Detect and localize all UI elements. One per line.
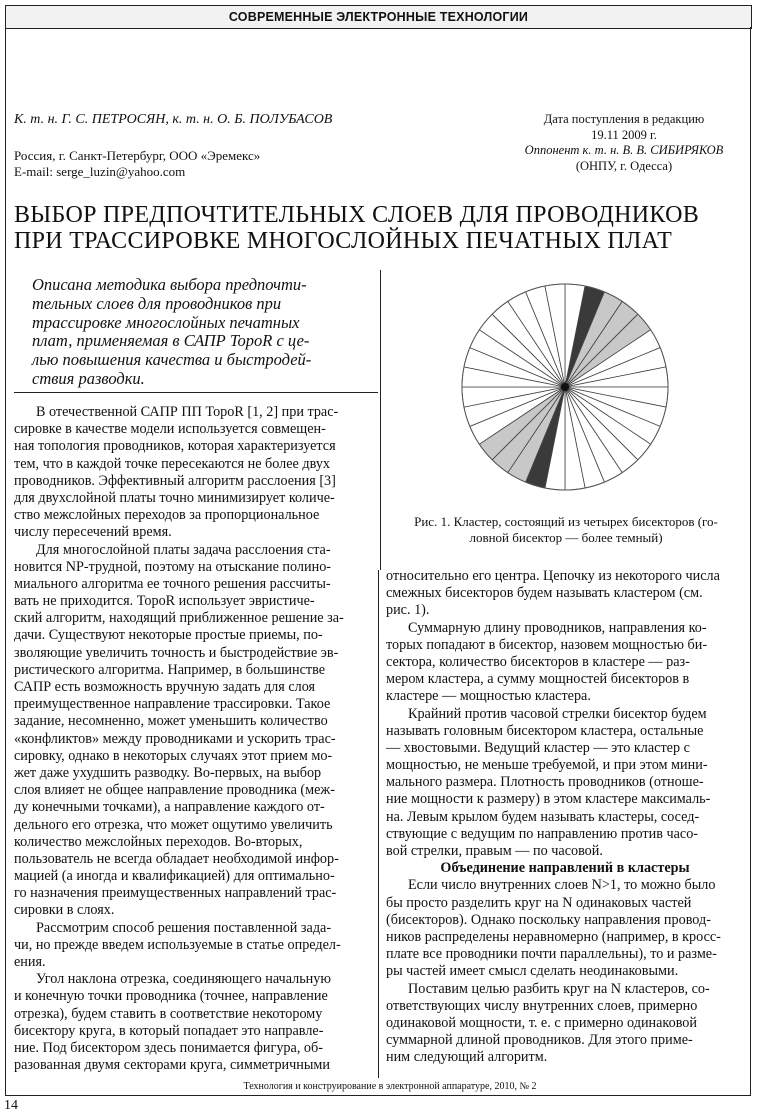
page-frame-right	[750, 27, 751, 1095]
text-line: ние мощности к размеру) в этом кластере максималь-	[386, 791, 711, 808]
left-column	[14, 404, 372, 1074]
text-line: сировке в качестве модели используется совмещен-	[14, 421, 326, 438]
text-line: смежных бисекторов будем называть кластером (см.	[386, 585, 703, 602]
text-line: мацией (а иногда и квалификацией) для оптимально-	[14, 868, 335, 885]
text-line: на. Левым крылом будем называть кластеры, сосед-	[386, 808, 700, 825]
cluster-figure	[455, 275, 675, 500]
text-line: бисектору круга, в который попадает это направле-	[14, 1022, 324, 1039]
text-line: «конфликтов» между проводниками и ускорить трас-	[14, 730, 336, 747]
text-line: одинаковой мощности, т. е. с примерно одинаковой	[386, 1014, 697, 1031]
text-line: Рассмотрим способ решения поставленной зада-	[36, 919, 332, 936]
text-line: Если число внутренних слоев N>1, то можно было	[408, 877, 716, 894]
text-line: САПР есть возможность вручную задать для слоя	[14, 679, 316, 695]
column-divider-lower	[378, 570, 379, 1078]
text-line: чи, но прежде введем используемые в статье определ-	[14, 936, 341, 953]
text-line: ения.	[14, 954, 46, 970]
text-line: ский алгоритм, находящий приближенное решение за-	[14, 610, 344, 627]
article-title	[14, 202, 744, 254]
text-line: плате все проводники почти параллельны), то и разме-	[386, 946, 717, 963]
opponent: Оппонент к. т. н. В. В. СИБИРЯКОВ	[524, 143, 724, 157]
text-line: новится NP-трудной, поэтому на отыскание полино-	[14, 558, 332, 575]
authors: К. т. н. Г. С. ПЕТРОСЯН, к. т. н. О. Б. ПОЛУБАСОВ	[14, 112, 333, 127]
text-line: В отечественной САПР ПП TopoR [1, 2] при трас-	[36, 404, 339, 420]
text-line: Поставим целью разбить круг на N кластеров, со-	[408, 980, 710, 997]
text-line: Суммарную длину проводников, направления ко-	[408, 619, 707, 636]
text-line: (бисекторов). Однако поскольку направления провод-	[386, 911, 711, 928]
abstract-line: тельных слоев для проводников при	[32, 293, 282, 313]
received-date: 19.11 2009 г.	[591, 127, 657, 142]
running-header: СОВРЕМЕННЫЕ ЭЛЕКТРОННЫЕ ТЕХНОЛОГИИ	[5, 5, 752, 29]
abstract-line: ствия разводки.	[32, 368, 145, 388]
text-line: — хвостовыми. Ведущий кластер — это кластер с	[386, 739, 690, 756]
title-line: ВЫБОР ПРЕДПОЧТИТЕЛЬНЫХ СЛОЕВ ДЛЯ ПРОВОДНИКОВ	[14, 202, 700, 228]
text-line: дачи. Существуют некоторые простые приемы, по-	[14, 627, 323, 644]
text-line: кластере — мощностью кластера.	[386, 688, 591, 705]
right-column	[386, 568, 744, 1066]
text-line: жет даже ухудшить разводку. Во-первых, на выбор	[14, 764, 322, 781]
text-line: тем, что в каждой точке пересекаются не более двух	[14, 455, 331, 472]
text-line: разованная двумя секторами круга, симметричными	[14, 1057, 330, 1074]
text-line: вать не приходится. TopoR использует эвристиче-	[14, 593, 315, 610]
text-line: Угол наклона отрезка, соединяющего начальную	[36, 971, 331, 988]
opponent-org: (ОНПУ, г. Одесса)	[575, 158, 673, 173]
text-line: вой стрелки, правым — по часовой.	[386, 843, 603, 859]
abstract	[32, 276, 372, 389]
figure-caption	[386, 514, 746, 546]
text-line: сектора, количество бисекторов в кластере — раз-	[386, 653, 690, 670]
text-line: ристического алгоритма. Например, в большинстве	[14, 661, 325, 678]
text-line: Крайний против часовой стрелки бисектор будем	[408, 705, 707, 722]
text-line: количество межслойных переходов. Во-вторых,	[14, 833, 303, 850]
text-line: мером кластера, а сумму мощностей бисекторов в	[386, 671, 690, 688]
text-line: зволяющие увеличить точность и быстродействие эв-	[14, 644, 339, 661]
abstract-line: Описана методика выбора предпочти-	[32, 275, 307, 294]
text-line: проводников. Эффективный алгоритм расслоения [3]	[14, 472, 336, 489]
abstract-line: лью повышения качества и быстродей-	[32, 350, 312, 370]
affiliation-org: Россия, г. Санкт-Петербург, ООО «Эремекс»	[14, 148, 261, 163]
text-line: и конечную точки проводника (точнее, направление	[14, 988, 328, 1005]
abstract-line: плат, применяемая в САПР TopoR с це-	[32, 331, 310, 351]
text-line: относительно его центра. Цепочку из некоторого числа	[386, 568, 720, 584]
submission-meta	[510, 112, 738, 174]
text-line: ная топология проводников, которая характеризуется	[14, 438, 336, 455]
text-line: слоя влияет не общее направление проводника (меж-	[14, 782, 335, 799]
affiliation	[14, 148, 260, 180]
text-line: ствующие с ведущим по направлению против часо-	[386, 825, 699, 842]
title-line: ПРИ ТРАССИРОВКЕ МНОГОСЛОЙНЫХ ПЕЧАТНЫХ ПЛАТ	[14, 228, 673, 254]
text-line: ним следующий алгоритм.	[386, 1049, 548, 1066]
text-line: бы просто разделить круг на N одинаковых частей	[386, 894, 692, 911]
text-line: дельного его отрезка, что может ощутимо увеличить	[14, 816, 333, 833]
text-line: числу пересечений время.	[14, 524, 172, 541]
text-line: Для многослойной платы задача расслоения ста-	[36, 541, 331, 558]
page-frame-left	[5, 27, 6, 1095]
text-line: миального алгоритма ее точного решения рассчиты-	[14, 575, 331, 592]
column-divider-upper	[380, 270, 381, 570]
caption-line: Рис. 1. Кластер, состоящий из четырех бисекторов (го-	[414, 514, 718, 529]
text-line: ры частей имеет смысл сделать неодинаковыми.	[386, 963, 679, 980]
text-line: называть головным бисектором кластера, остальные	[386, 722, 704, 739]
text-line: мощностью, не меньше требуемой, и при этом мини-	[386, 757, 708, 774]
text-line: торых попадают в бисектор, назовем мощностью би-	[386, 636, 708, 653]
text-line: ду конечными точками), а направление каждого от-	[14, 799, 325, 816]
affiliation-email: E-mail: serge_luzin@yahoo.com	[14, 164, 186, 179]
text-line: сировки в слоях.	[14, 902, 115, 919]
text-line: отрезка), будем ставить в соответствие некоторому	[14, 1005, 323, 1022]
text-line: ние. Под бисектором здесь понимается фигура, об-	[14, 1039, 323, 1056]
page-number: 14	[4, 1098, 18, 1113]
text-line: сировку, однако в некоторых случаях этот прием мо-	[14, 747, 333, 764]
text-line: го назначения преимущественных направлений трас-	[14, 885, 337, 902]
text-line: ников распределены неравномерно (например, в кросс-	[386, 928, 721, 945]
center-point	[561, 383, 569, 391]
text-line: рис. 1).	[386, 602, 430, 619]
text-line: суммарной длиной проводников. Для этого приме-	[386, 1032, 693, 1049]
text-line: ответствующих числу внутренних слоев, примерно	[386, 997, 698, 1014]
caption-line: ловной бисектор — более темный)	[469, 530, 663, 545]
text-line: ство межслойных переходов за пропорциональное	[14, 507, 320, 524]
received-label: Дата поступления в редакцию	[543, 112, 705, 126]
text-line: преимущественное направление трассировки. Такое	[14, 696, 331, 713]
text-line: мального размера. Плотность проводников (отноше-	[386, 774, 704, 791]
abstract-divider	[14, 392, 378, 393]
text-line: пользователь не всегда обладает необходимой инфор-	[14, 850, 339, 867]
text-line: задание, несомненно, может уменьшить количество	[14, 713, 328, 730]
text-line: для двухслойной платы точно минимизирует количе-	[14, 489, 335, 506]
section-heading: Объединение направлений в кластеры	[440, 860, 690, 877]
abstract-line: трассировке многослойных печатных	[32, 312, 300, 332]
footer-journal: Технология и конструирование в электронной аппаратуре, 2010, № 2	[243, 1081, 537, 1092]
page-frame-bottom	[5, 1095, 751, 1096]
